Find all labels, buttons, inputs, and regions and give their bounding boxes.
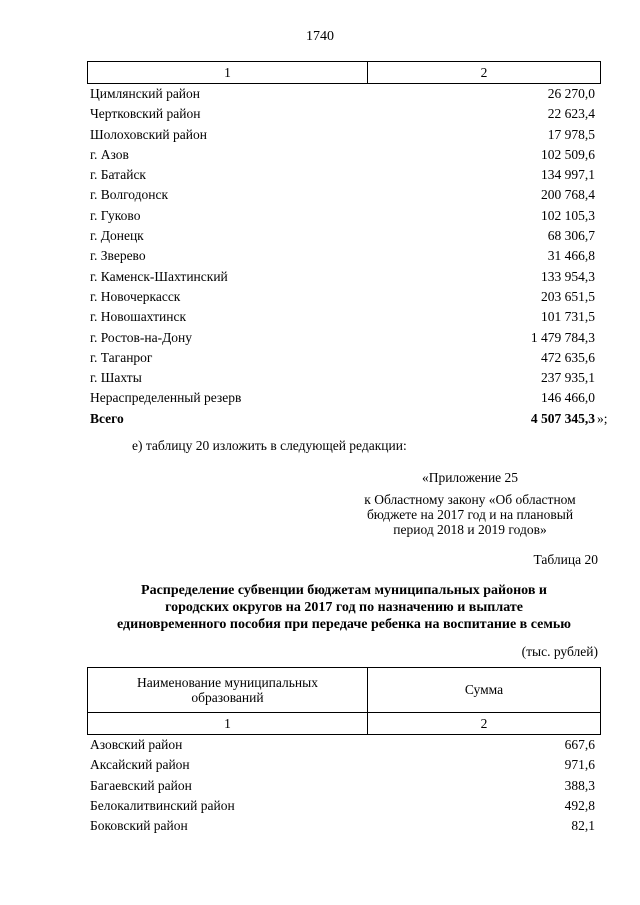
table-row [90, 328, 595, 348]
row-value: 472 635,6 [541, 349, 595, 365]
table-row [90, 816, 595, 836]
row-name: г. Новошахтинск [90, 309, 186, 325]
row-value: 971,6 [564, 757, 595, 773]
table-row [90, 246, 595, 266]
top-table-body [90, 84, 595, 429]
row-value: 68 306,7 [547, 228, 595, 244]
appendix-title: «Приложение 25 [421, 470, 519, 485]
row-name: Шолоховский район [90, 126, 207, 142]
header-sum: Сумма [368, 668, 601, 713]
table-row [90, 125, 595, 145]
table-row [90, 368, 595, 388]
table-row [90, 145, 595, 165]
bottom-table-header [87, 667, 601, 735]
row-name: г. Батайск [90, 167, 146, 183]
row-name: Нераспределенный резерв [90, 390, 242, 406]
column-number-2: 2 [368, 713, 601, 735]
row-value: 31 466,8 [547, 248, 595, 264]
row-name: Белокалитвинский район [90, 797, 235, 813]
row-name: Чертковский район [90, 106, 201, 122]
table-row [90, 226, 595, 246]
row-value: 102 509,6 [541, 146, 595, 162]
header-name-line-1: Наименование муниципальных [137, 675, 318, 690]
total-suffix: »; [597, 411, 608, 426]
row-value: 667,6 [564, 737, 595, 752]
heading-line-3: единовременного пособия при передаче ребенка на воспитание в семью [117, 617, 571, 632]
header-name-line-2: образований [191, 690, 264, 705]
total-value: 4 507 345,3 [530, 410, 595, 426]
row-value: 133 954,3 [541, 268, 595, 284]
row-name: г. Новочеркасск [90, 288, 181, 304]
row-value: 200 768,4 [541, 187, 595, 203]
column-number-1: 1 [88, 62, 368, 84]
table-row [90, 776, 595, 796]
row-name: г. Зверево [90, 248, 146, 264]
appendix-line-2: бюджете на 2017 год и на плановый [366, 507, 574, 522]
row-name: Азовский район [90, 737, 183, 752]
row-value: 134 997,1 [541, 167, 595, 183]
row-value: 101 731,5 [541, 309, 595, 325]
row-name: г. Таганрог [90, 349, 153, 365]
column-number-1: 1 [88, 713, 368, 735]
top-table-header [87, 61, 601, 84]
row-value: 146 466,0 [541, 390, 595, 406]
row-name: г. Волгодонск [90, 187, 169, 203]
total-row [90, 409, 595, 429]
row-value: 17 978,5 [547, 126, 595, 142]
row-value: 203 651,5 [541, 288, 595, 304]
row-name: г. Гуково [90, 207, 141, 223]
row-name: г. Азов [90, 146, 129, 162]
table-row [90, 307, 595, 327]
table-row [90, 165, 595, 185]
page-number: 1740 [306, 29, 334, 44]
row-value: 492,8 [564, 797, 595, 813]
row-value: 237 935,1 [541, 370, 595, 386]
heading-line-1: Распределение субвенции бюджетам муниципальных районов и [141, 583, 547, 598]
table-row [90, 348, 595, 368]
bottom-table-body [90, 735, 595, 836]
table-row [90, 287, 595, 307]
row-value: 102 105,3 [541, 207, 595, 223]
table-row [90, 104, 595, 124]
row-name: г. Ростов-на-Дону [90, 329, 193, 345]
row-name: Аксайский район [90, 757, 190, 773]
table-row [90, 206, 595, 226]
heading-line-2: городских округов на 2017 год по назначению и выплате [165, 600, 523, 615]
column-number-2: 2 [368, 62, 601, 84]
row-value: 22 623,4 [547, 106, 595, 122]
row-name: г. Каменск-Шахтинский [90, 268, 228, 284]
units-label: (тыс. рублей) [521, 644, 598, 659]
appendix-line-3: период 2018 и 2019 годов» [393, 522, 547, 537]
table-row [90, 755, 595, 775]
row-name: Боковский район [90, 818, 188, 834]
row-name: Багаевский район [90, 777, 192, 793]
appendix-line-1: к Областному закону «Об областном [364, 492, 576, 507]
table-row [90, 267, 595, 287]
table-row [90, 735, 595, 755]
table-label: Таблица 20 [533, 552, 598, 567]
row-value: 82,1 [571, 818, 595, 834]
row-name: г. Донецк [90, 228, 144, 244]
row-name: Цимлянский район [90, 86, 201, 101]
row-value: 26 270,0 [547, 86, 595, 101]
header-name-cell [88, 668, 368, 713]
row-value: 1 479 784,3 [530, 329, 595, 345]
total-label: Всего [90, 410, 124, 426]
row-value: 388,3 [564, 777, 595, 793]
table-row [90, 388, 595, 408]
table-row [90, 796, 595, 816]
row-name: г. Шахты [90, 370, 142, 386]
instruction-text: е) таблицу 20 изложить в следующей редакции: [132, 438, 407, 453]
table-row [90, 185, 595, 205]
table-row [90, 84, 595, 104]
